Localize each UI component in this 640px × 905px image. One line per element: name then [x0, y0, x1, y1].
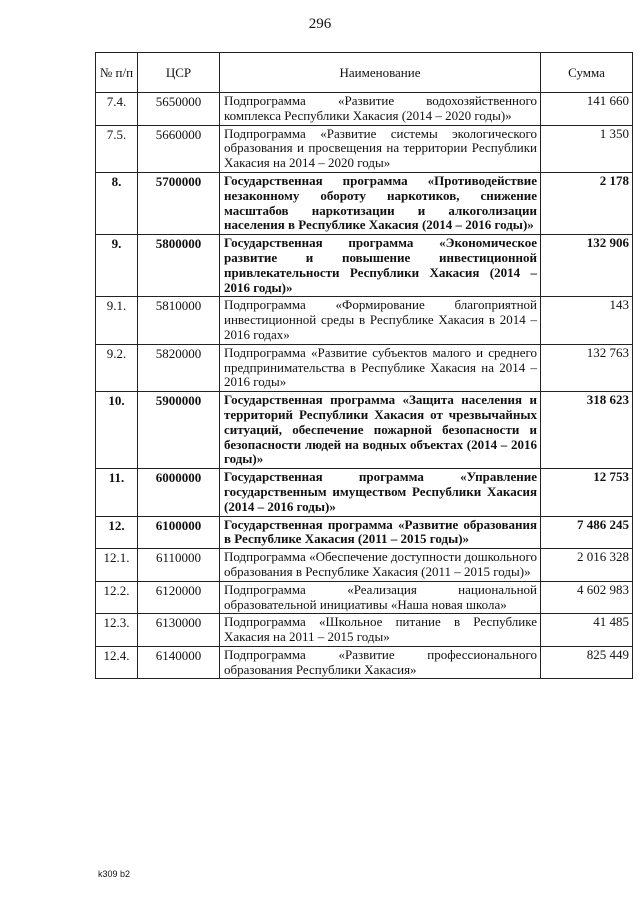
row-code: 6140000: [138, 646, 220, 679]
row-sum: 825 449: [541, 646, 633, 679]
row-name: Подпрограмма «Развитие профессионального образования Республики Хакасия»: [220, 646, 541, 679]
row-sum: 132 763: [541, 344, 633, 391]
row-code: 5900000: [138, 392, 220, 469]
row-num: 12.4.: [96, 646, 138, 679]
row-sum: 2 016 328: [541, 549, 633, 582]
row-code: 6110000: [138, 549, 220, 582]
row-name: Подпрограмма «Формирование благоприятной инвестиционной среды в Республике Хакасия в 2014 – 2016 годах»: [220, 297, 541, 344]
row-num: 9.1.: [96, 297, 138, 344]
row-sum: 4 602 983: [541, 581, 633, 614]
table-row: [96, 549, 633, 582]
row-sum: 41 485: [541, 614, 633, 647]
row-code: 6100000: [138, 516, 220, 549]
table-row: [96, 581, 633, 614]
row-sum: 2 178: [541, 172, 633, 234]
table-row: [96, 297, 633, 344]
row-name: Подпрограмма «Реализация национальной образовательной инициативы «Наша новая школа»: [220, 581, 541, 614]
row-num: 9.2.: [96, 344, 138, 391]
row-sum: 318 623: [541, 392, 633, 469]
row-sum: 12 753: [541, 469, 633, 516]
row-name: Государственная программа «Развитие образования в Республике Хакасия (2011 – 2015 годы)»: [220, 516, 541, 549]
row-name: Подпрограмма «Обеспечение доступности дошкольного образования в Республике Хакасия (2011 – 2015 годы)»: [220, 549, 541, 582]
row-num: 12.1.: [96, 549, 138, 582]
table-body: [96, 93, 633, 679]
row-code: 6130000: [138, 614, 220, 647]
row-name: Подпрограмма «Развитие системы экологического образования и просвещения на территории Республики Хакасия на 2014 – 2020 годы»: [220, 125, 541, 172]
row-num: 12.2.: [96, 581, 138, 614]
row-code: 5660000: [138, 125, 220, 172]
row-sum: 1 350: [541, 125, 633, 172]
row-name: Подпрограмма «Школьное питание в Республике Хакасия на 2011 – 2015 годы»: [220, 614, 541, 647]
footer-code: k309 b2: [98, 869, 131, 879]
row-sum: 7 486 245: [541, 516, 633, 549]
row-num: 11.: [96, 469, 138, 516]
header-num: № п/п: [96, 53, 138, 93]
row-name: Государственная программа «Защита населения и территорий Республики Хакасия от чрезвычайных ситуаций, обеспечение пожарной безопасности и безопасности людей на водных объектах (2014 – 2016 годы)»: [220, 392, 541, 469]
table-header-row: [96, 53, 633, 93]
row-code: 5650000: [138, 93, 220, 126]
row-num: 7.5.: [96, 125, 138, 172]
table-row: [96, 614, 633, 647]
table-row: [96, 93, 633, 126]
row-sum: 141 660: [541, 93, 633, 126]
header-name: Наименование: [220, 53, 541, 93]
row-name: Государственная программа «Противодействие незаконному обороту наркотиков, снижение масштабов наркотизации и алкоголизации населения в Республике Хакасия (2014 – 2016 годы)»: [220, 172, 541, 234]
header-code: ЦСР: [138, 53, 220, 93]
row-code: 6000000: [138, 469, 220, 516]
row-name: Подпрограмма «Развитие субъектов малого и среднего предпринимательства в Республике Хакасия на 2014 – 2016 годы»: [220, 344, 541, 391]
row-num: 9.: [96, 235, 138, 297]
row-code: 5810000: [138, 297, 220, 344]
row-code: 5800000: [138, 235, 220, 297]
page-number: 296: [308, 16, 332, 32]
table-row: [96, 344, 633, 391]
table-row: [96, 646, 633, 679]
table-row: [96, 516, 633, 549]
table-row: [96, 469, 633, 516]
row-name: Государственная программа «Экономическое развитие и повышение инвестиционной привлекательности Республики Хакасия (2014 – 2016 годы)»: [220, 235, 541, 297]
row-code: 5700000: [138, 172, 220, 234]
row-code: 5820000: [138, 344, 220, 391]
row-num: 7.4.: [96, 93, 138, 126]
row-name: Подпрограмма «Развитие водохозяйственного комплекса Республики Хакасия (2014 – 2020 годы)»: [220, 93, 541, 126]
table-row: [96, 235, 633, 297]
row-num: 8.: [96, 172, 138, 234]
budget-table: [95, 52, 633, 679]
table-row: [96, 392, 633, 469]
row-name: Государственная программа «Управление государственным имуществом Республики Хакасия (2014 – 2016 годы)»: [220, 469, 541, 516]
row-num: 10.: [96, 392, 138, 469]
row-code: 6120000: [138, 581, 220, 614]
row-sum: 143: [541, 297, 633, 344]
header-sum: Сумма: [541, 53, 633, 93]
table-row: [96, 172, 633, 234]
row-sum: 132 906: [541, 235, 633, 297]
row-num: 12.: [96, 516, 138, 549]
row-num: 12.3.: [96, 614, 138, 647]
table-row: [96, 125, 633, 172]
